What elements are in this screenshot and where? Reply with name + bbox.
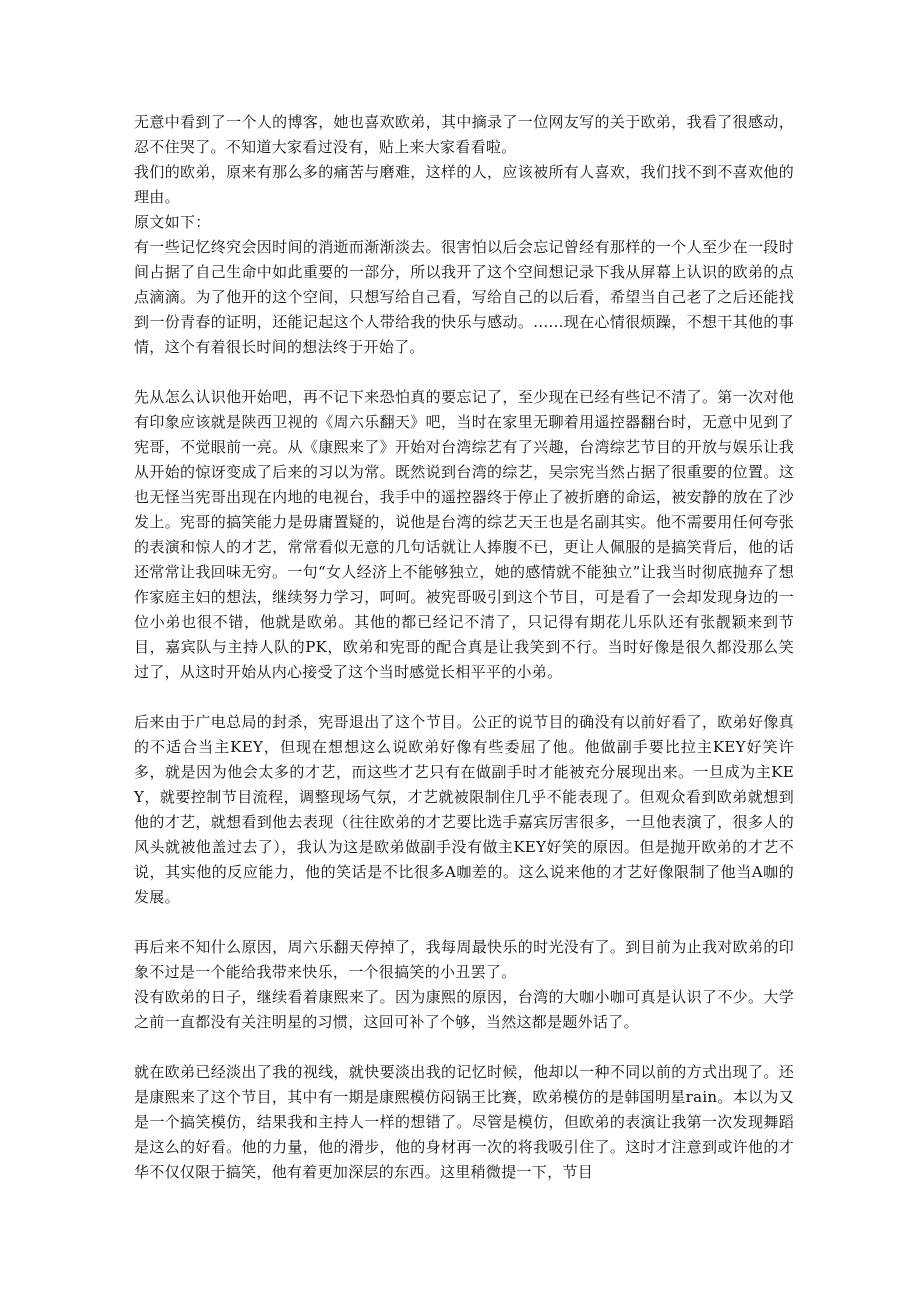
body-paragraph-rain-imitation: 就在欧弟已经淡出了我的视线，就快要淡出我的记忆时候，他却以一种不同以前的方式出现了。还是康熙来了这个节目，其中有一期是康熙模仿闷锅王比赛，欧弟模仿的是韩国明星rain。本以为又是一个搞笑模仿，结果我和主持人一样的想错了。尽管是模仿，但欧弟的表演让我第一次发现舞蹈是这么的好看。他的力量，他的滑步，他的身材再一次的将我吸引住了。这时才注意到或许他的才华不仅仅限于搞笑，他有着更加深层的东西。这里稍微提一下，节目 xyxy=(134,1063,794,1181)
paragraph-spacer xyxy=(134,360,794,385)
paragraph-spacer xyxy=(134,1035,794,1060)
body-paragraph-first-impression: 先从怎么认识他开始吧，再不记下来恐怕真的要忘记了，至少现在已经有些记不清了。第一次对他有印象应该就是陕西卫视的《周六乐翻天》吧，当时在家里无聊着用遥控器翻台时，无意中见到了宪哥，不觉眼前一亮。从《康熙来了》开始对台湾综艺有了兴趣，台湾综艺节目的开放与娱乐让我从开始的惊讶变成了后来的习以为常。既然说到台湾的综艺，吴宗宪当然占据了很重要的位置。这也无怪当宪哥出现在内地的电视台，我手中的遥控器终于停止了被折磨的命运，被安静的放在了沙发上。宪哥的搞笑能力是毋庸置疑的，说他是台湾的综艺天王也是名副其实。他不需要用任何夸张的表演和惊人的才艺，常常看似无意的几句话就让人捧腹不已，更让人佩服的是搞笑背后，他的话还常常让我回味无穷。一句“女人经济上不能够独立，她的感情就不能独立”让我当时彻底抛弃了想作家庭主妇的想法，继续努力学习，呵呵。被宪哥吸引到这个节目，可是看了一会却发现身边的一位小弟也很不错，他就是欧弟。其他的都已经记不清了，只记得有期花儿乐队还有张靓颖来到节目，嘉宾队与主持人队的PK，欧弟和宪哥的配合真是让我笑到不行。当时好像是很久都没那么笑过了，从这时开始从内心接受了这个当时感觉长相平平的小弟。 xyxy=(134,388,794,681)
body-paragraph-kangxi: 没有欧弟的日子，继续看着康熙来了。因为康熙的原因，台湾的大咖小咖可真是认识了不少。大学之前一直都没有关注明星的习惯，这回可补了个够，当然这都是题外话了。 xyxy=(134,988,794,1031)
body-paragraph-main-key: 后来由于广电总局的封杀，宪哥退出了这个节目。公正的说节目的确没有以前好看了，欧弟好像真的不适合当主KEY，但现在想想这么说欧弟好像有些委屈了他。他做副手要比拉主KEY好笑许多，就是因为他会太多的才艺，而这些才艺只有在做副手时才能被充分展现出来。一旦成为主KEY，就要控制节目流程，调整现场气氛，才艺就被限制住几乎不能表现了。但观众看到欧弟就想到他的才艺，就想看到他去表现（往往欧弟的才艺要比选手嘉宾厉害很多，一旦他表演了，很多人的风头就被他盖过去了），我认为这是欧弟做副手没有做主KEY好笑的原因。但是抛开欧弟的才艺不说，其实他的反应能力，他的笑话是不比很多A咖差的。这么说来他的才艺好像限制了他当A咖的发展。 xyxy=(134,713,794,906)
intro-paragraph: 无意中看到了一个人的博客，她也喜欢欧弟，其中摘录了一位网友写的关于欧弟，我看了很感动，忍不住哭了。不知道大家看过没有，贴上来大家看看啦。 xyxy=(134,113,794,156)
document-body xyxy=(134,110,794,1185)
original-text-label: 原文如下： xyxy=(134,213,211,231)
paragraph-spacer xyxy=(134,685,794,710)
body-paragraph-show-ended: 再后来不知什么原因，周六乐翻天停掉了，我每周最快乐的时光没有了。到目前为止我对欧弟的印象不过是一个能给我带来快乐，一个很搞笑的小丑罢了。 xyxy=(134,938,794,981)
body-paragraph-memory: 有一些记忆终究会因时间的消逝而渐渐淡去。很害怕以后会忘记曾经有那样的一个人至少在一段时间占据了自己生命中如此重要的一部分，所以我开了这个空间想记录下我从屏幕上认识的欧弟的点点滴滴。为了他开的这个空间，只想写给自己看，写给自己的以后看，希望当自己老了之后还能找到一份青春的证明，还能记起这个人带给我的快乐与感动。......现在心情很烦躁，不想干其他的事情，这个有着很长时间的想法终于开始了。 xyxy=(134,238,794,356)
paragraph-spacer xyxy=(134,910,794,935)
intro-comment-paragraph: 我们的欧弟，原来有那么多的痛苦与磨难，这样的人，应该被所有人喜欢，我们找不到不喜欢他的理由。 xyxy=(134,163,794,206)
